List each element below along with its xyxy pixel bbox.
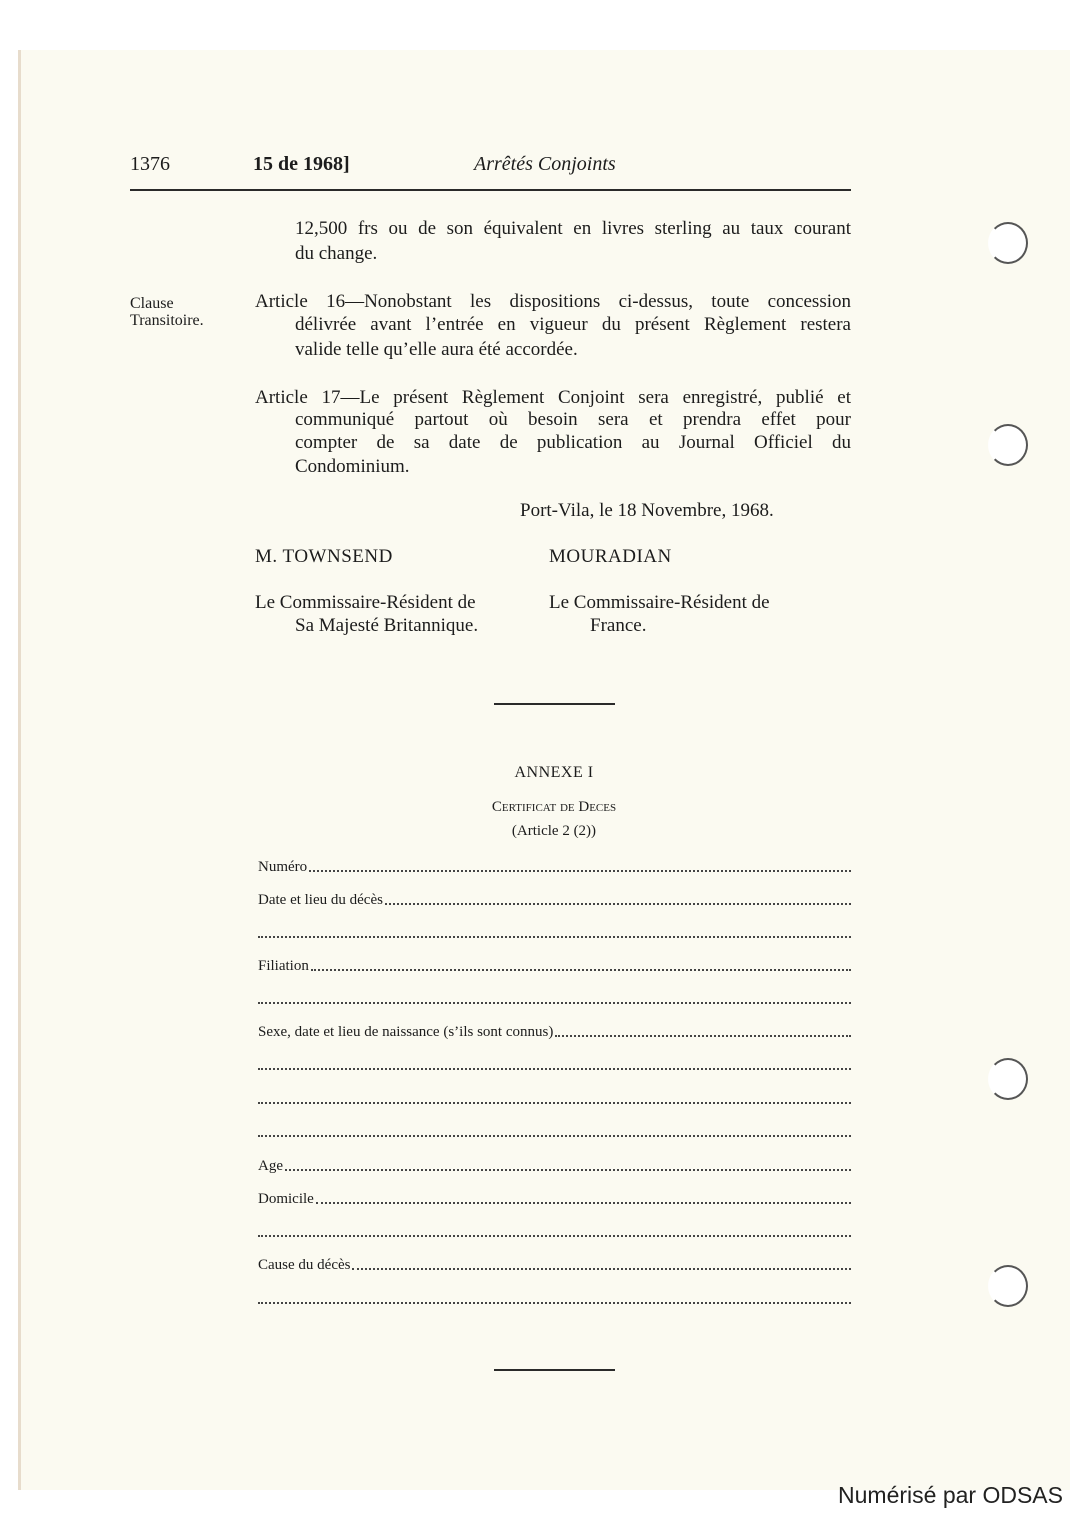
annex-reference: (Article 2 (2)) [511, 823, 597, 839]
signatory-title-left: Le Commissaire-Résident de [255, 592, 476, 613]
signatory-name-left: M. TOWNSEND [255, 546, 393, 567]
punch-hole-icon [988, 1265, 1028, 1307]
punch-hole-icon [988, 1058, 1028, 1100]
form-blank-line [258, 1054, 851, 1074]
form-field-date-lieu: Date et lieu du décès [258, 889, 851, 909]
form-blank-line [258, 1088, 851, 1108]
article-16-line: Article 16—Nonobstant les dispositions ci-dessus, toute concession [255, 291, 851, 312]
punch-hole-icon [988, 424, 1028, 466]
article-17-line: Condominium. [295, 456, 410, 477]
continuation-line: 12,500 frs ou de son équivalent en livres sterling au taux courant [295, 218, 851, 239]
form-blank-line [258, 1121, 851, 1141]
page-edge [18, 50, 21, 1490]
continuation-line: du change. [295, 243, 378, 264]
form-blank-line [258, 922, 851, 942]
signatory-title-left: Sa Majesté Britannique. [295, 615, 479, 636]
article-16-line: valide telle qu’elle aura été accordée. [295, 339, 578, 360]
form-field-sexe: Sexe, date et lieu de naissance (s’ils sont connus) [258, 1021, 851, 1041]
punch-hole-icon [988, 222, 1028, 264]
article-17-line: communiqué partout où besoin sera et prendra effet pour [295, 409, 851, 430]
signatory-title-right: Le Commissaire-Résident de [549, 592, 770, 613]
section-divider [494, 703, 615, 705]
form-field-age: Age [258, 1155, 851, 1175]
section-divider [494, 1369, 615, 1371]
form-field-cause: Cause du décès [258, 1254, 851, 1274]
form-blank-line [258, 988, 851, 1008]
issue-number: 15 de 1968] [253, 153, 350, 175]
article-16-line: délivrée avant l’entrée en vigueur du présent Règlement restera [295, 314, 851, 335]
article-17-line: Article 17—Le présent Règlement Conjoint sera enregistré, publié et [255, 387, 851, 408]
form-field-numero: Numéro [258, 856, 851, 876]
signatory-name-right: MOURADIAN [549, 546, 672, 567]
digitization-watermark: Numérisé par ODSAS [838, 1482, 1063, 1508]
header-rule [130, 189, 851, 191]
form-field-domicile: Domicile [258, 1188, 851, 1208]
margin-note: Transitoire. [130, 312, 204, 329]
annex-subtitle: Certificat de Deces [491, 799, 617, 815]
signatory-title-right: France. [590, 615, 647, 636]
form-blank-line [258, 1221, 851, 1241]
article-17-line: compter de sa date de publication au Journal Officiel du [295, 432, 851, 453]
page-title: Arrêtés Conjoints [474, 153, 616, 175]
form-field-filiation: Filiation [258, 955, 851, 975]
form-blank-line [258, 1288, 851, 1308]
annex-title: ANNEXE I [514, 764, 594, 781]
page-number: 1376 [130, 153, 170, 175]
dateline: Port-Vila, le 18 Novembre, 1968. [520, 500, 774, 521]
margin-note: Clause [130, 295, 174, 312]
